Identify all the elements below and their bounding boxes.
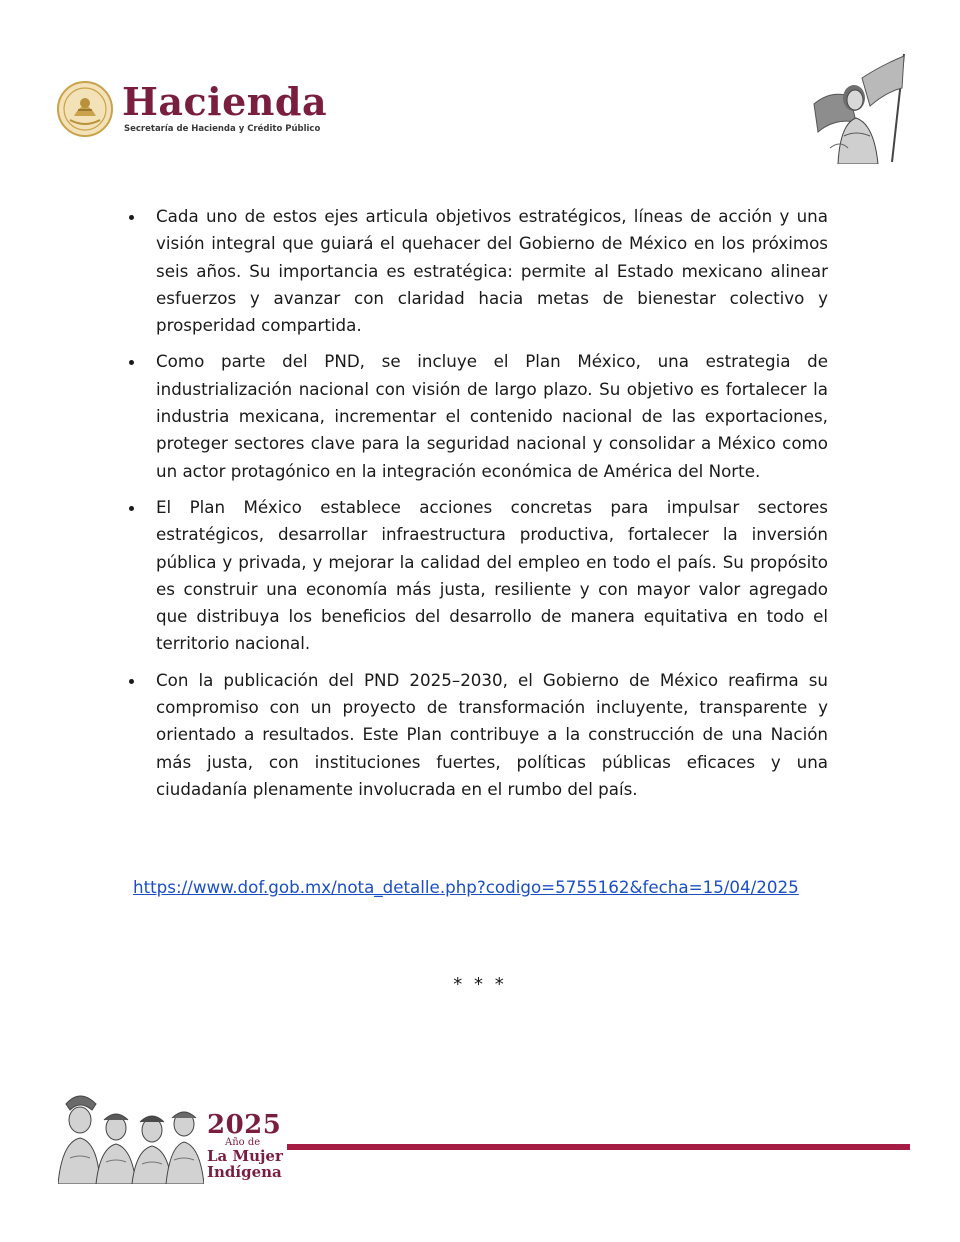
brand-block — [122, 79, 328, 134]
woman-with-flag-illustration — [800, 52, 912, 164]
indigenous-women-illustration — [58, 1088, 204, 1184]
list-item — [124, 667, 828, 803]
national-seal-icon — [56, 80, 114, 138]
list-item — [124, 348, 828, 484]
list-item — [124, 494, 828, 658]
bullet-text: Cada uno de estos ejes articula objetivos estratégicos, líneas de acción y una visión integral que guiará el quehacer del Gobierno de México en los próximos seis años. Su importancia es estratégica: permite al Estado mexicano alinear esfuerzos y avanzar con claridad hacia metas de bienestar colectivo y prosperidad compartida. — [156, 206, 828, 336]
footer-divider-bar — [287, 1144, 910, 1150]
hacienda-logo — [56, 80, 327, 138]
footer-name-line1: La Mujer — [207, 1147, 283, 1165]
bullet-list — [124, 203, 828, 803]
footer-name-line2: Indígena — [207, 1163, 282, 1181]
bullet-icon — [129, 506, 134, 511]
footer-year: 2025 — [207, 1110, 282, 1140]
source-link[interactable]: https://www.dof.gob.mx/nota_detalle.php?codigo=5755162&fecha=15/04/2025 — [133, 877, 799, 897]
footer-year-caption: Año de — [225, 1137, 261, 1148]
bullet-text: Como parte del PND, se incluye el Plan México, una estrategia de industrialización nacional con visión de largo plazo. Su objetivo es fortalecer la industria mexicana, incrementar el contenido nacional de las exportaciones, proteger sectores clave para la seguridad nacional y consolidar a México como un actor protagónico en la integración económica de América del Norte. — [156, 351, 828, 481]
bullet-icon — [129, 679, 134, 684]
bullet-icon — [129, 360, 134, 365]
list-item — [124, 203, 828, 339]
section-separator: * * * — [453, 974, 507, 995]
document-body — [124, 203, 828, 812]
brand-subtitle: Secretaría de Hacienda y Crédito Público — [124, 124, 321, 134]
brand-name: Hacienda — [122, 79, 328, 124]
bullet-text: Con la publicación del PND 2025–2030, el Gobierno de México reafirma su compromiso con un proyecto de transformación incluyente, transparente y orientado a resultados. Este Plan contribuye a la construcción de una Nación más justa, con instituciones fuertes, políticas públicas eficaces y una ciudadanía plenamente involucrada en el rumbo del país. — [156, 669, 828, 799]
footer-year-logo — [207, 1112, 283, 1180]
bullet-text: El Plan México establece acciones concretas para impulsar sectores estratégicos, desarrollar infraestructura productiva, fortalecer la inversión pública y privada, y mejorar la calidad del empleo en todo el país. Su propósito es construir una economía más justa, resiliente y con mayor valor agregado que distribuya los beneficios del desarrollo de manera equitativa en todo el territorio nacional. — [156, 496, 828, 654]
bullet-icon — [129, 215, 134, 220]
